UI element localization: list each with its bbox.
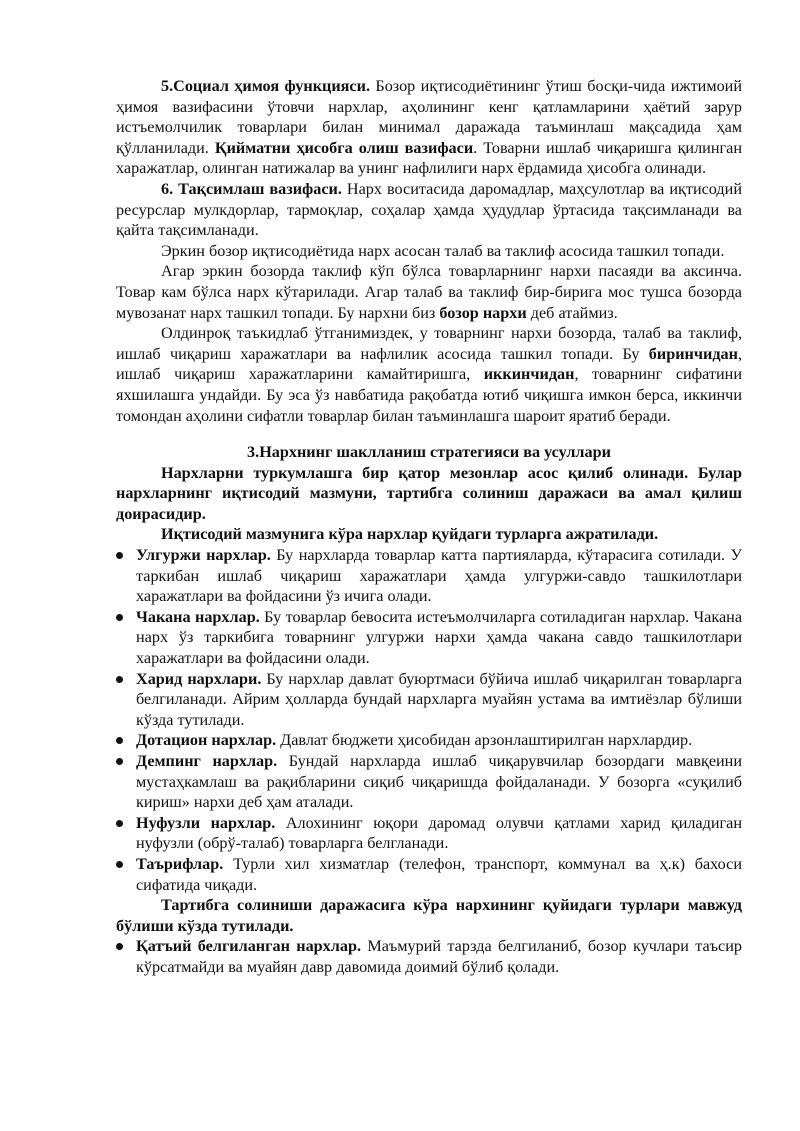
list-text: Бу товарлар бевосита истеъмолчиларга сотиладиган нархлар. Чакана нарх ўз таркибига товарнинг улгуржи нархи ҳамда чакана савдо ташкилотлари харажатлари ва фойдасини олади. (136, 607, 742, 668)
list-text: Маъмурий тарзда белгиланиб, бозор кучлари таъсир кўрсатмайди ва муайян давр давомида доимий бўлиб қолади. (136, 937, 742, 976)
bullet-icon (116, 820, 123, 827)
bold-phrase: бозор нархи (439, 303, 527, 322)
bullet-icon (116, 737, 123, 744)
paragraph-text: , ишлаб чиқариш харажатларини камайтиришга, (116, 344, 742, 384)
list-term: Нуфузли нархлар. (136, 813, 276, 832)
subheading-regulation-level: Тартибга солиниши даражасига кўра нархининг қуйидаги турлари мавжуд бўлиши кўзда тутилади. (116, 896, 742, 935)
list-term: Харид нархлари. (136, 669, 262, 688)
paragraph-text: Агар эркин бозорда таклиф кўп бўлса товарларнинг нархи пасаяди ва аксинча. Товар кам бўлса нарх кўтарилади. Агар талаб ва таклиф бир-бирига мос тушса бозорда мувозанат нарх ташкил топади. Бу нархни биз (116, 262, 742, 322)
list-item (116, 813, 742, 854)
regulated-prices-list (116, 936, 742, 977)
paragraph-text: Бозор иқтисодиётининг ўтиш босқи-чида ижтимоий ҳимоя вазифасини ўтовчи нархлар, аҳолининг кенг қатламларини ҳаётий зарур истъемолчилик товарлари билан минимал даражада таъминлаш мақсадида ҳам қўлланилади. (116, 77, 743, 157)
list-text: Бу нархларда товарлар катта партияларда, кўтарасига сотилади. У таркибан ишлаб чиқариш харажатлари ҳамда улгуржи-савдо ташкилотлари харажатлари ва фойдасини ўз ичига олади. (136, 546, 742, 606)
list-item (116, 545, 742, 607)
list-text: Бу нархлар давлат буюртмаси бўйича ишлаб чиқарилган товарларга белгиланади. Айрим ҳолларда бундай нархларга муайян устама ва имтиёзлар бўлиши кўзда тутилади. (136, 669, 742, 729)
bullet-icon (116, 614, 123, 621)
list-term: Қатъий белгиланган нархлар. (136, 937, 361, 956)
paragraph-text: . Товарни ишлаб чиқаришга қилинган харажатлар, олинган натижалар ва унинг нафлилиги нарх ёрдамида ҳисобга олинади. (116, 138, 742, 178)
list-term: Демпинг нархлар. (136, 752, 278, 770)
list-item (116, 730, 742, 751)
paragraph-text: деб атаймиз. (526, 303, 618, 322)
section-title: 3.Нархнинг шаклланиш стратегияси ва усуллари (247, 443, 611, 462)
paragraph-text: , товарнинг сифатини яхшилашга ундайди. Бу эса ўз навбатида рақобатда ютиб чиқишга имкон берса, иккинчи томондан аҳолини сифатли товарлар билан таъминлашга шароит яратиб беради. (116, 365, 742, 425)
section-intro: Нархларни туркумлашга бир қатор мезонлар асос қилиб олинади. Булар нархларнинг иқтисодий мазмуни, тартибга солиниш даражаси ва амал қилиш доирасидир. (116, 463, 742, 523)
list-text: Турли хил хизматлар (телефон, транспорт, коммунал ва ҳ.к) бахоси сифатида чиқади. (136, 854, 742, 894)
bold-phrase: иккинчидан (483, 365, 575, 384)
list-text: Алохининг юқори даромад олувчи қатлами харид қиладиган нуфузли (обрў-талаб) товарларга белгланади. (136, 813, 743, 853)
bullet-icon (116, 943, 123, 950)
document-page (116, 76, 742, 978)
paragraph-competition (116, 323, 742, 426)
bullet-icon (116, 758, 123, 765)
list-term: Улгуржи нархлар. (136, 546, 271, 565)
paragraph-social-protection (116, 76, 742, 179)
price-types-list (116, 545, 742, 895)
paragraph-text: Олдинроқ таъкидлаб ўтганимиздек, у товарнинг нархи бозорда, талаб ва таклиф, ишлаб чиқариш харажатлари ва нафлилик асосида ташкил топади. Бу (116, 324, 742, 363)
list-term: Чакана нархлар. (136, 607, 260, 626)
list-text: Давлат бюджети ҳисобидан арзонлаштирилган нархлардир. (276, 731, 693, 750)
list-item (116, 936, 742, 977)
list-term: Дотацион нархлар. (136, 731, 277, 750)
list-item (116, 854, 742, 895)
paragraph-text: Нарх воситасида даромадлар, маҳсулотлар ва иқтисодий ресурслар мулкдорлар, тармоқлар, соҳалар ҳамда ҳудудлар ўртасида тақсимланади ва қайта тақсимланади. (116, 179, 742, 240)
list-item (116, 607, 742, 669)
list-item (116, 751, 742, 813)
list-term: Таърифлар. (136, 854, 224, 873)
list-text: Бундай нархларда ишлаб чиқарувчилар бозордаги мавқеини мустаҳкамлаш ва рақибларини сиқиб чиқаришда фойдаланади. У бозорга «суқилиб кириш» нархи деб ҳам аталади. (136, 752, 742, 812)
bold-phrase: Қийматни ҳисобга олиш вазифаси (214, 138, 474, 157)
bullet-icon (116, 552, 123, 559)
paragraph-heading: 5.Социал ҳимоя функцияси. (161, 77, 370, 95)
paragraph-market-price (116, 261, 742, 323)
bullet-icon (116, 676, 123, 683)
bullet-icon (116, 861, 123, 868)
bold-phrase: биринчидан (648, 344, 738, 363)
paragraph-free-market: Эркин бозор иқтисодиётида нарх асосан талаб ва таклиф асосида ташкил топади. (161, 241, 725, 260)
list-item (116, 669, 742, 731)
subheading-economic-content: Иқтисодий мазмунига кўра нархлар қуйдаги турларга ажратилади. (161, 525, 659, 544)
paragraph-distribution (116, 179, 742, 241)
paragraph-heading: 6. Тақсимлаш вазифаси. (161, 179, 342, 198)
